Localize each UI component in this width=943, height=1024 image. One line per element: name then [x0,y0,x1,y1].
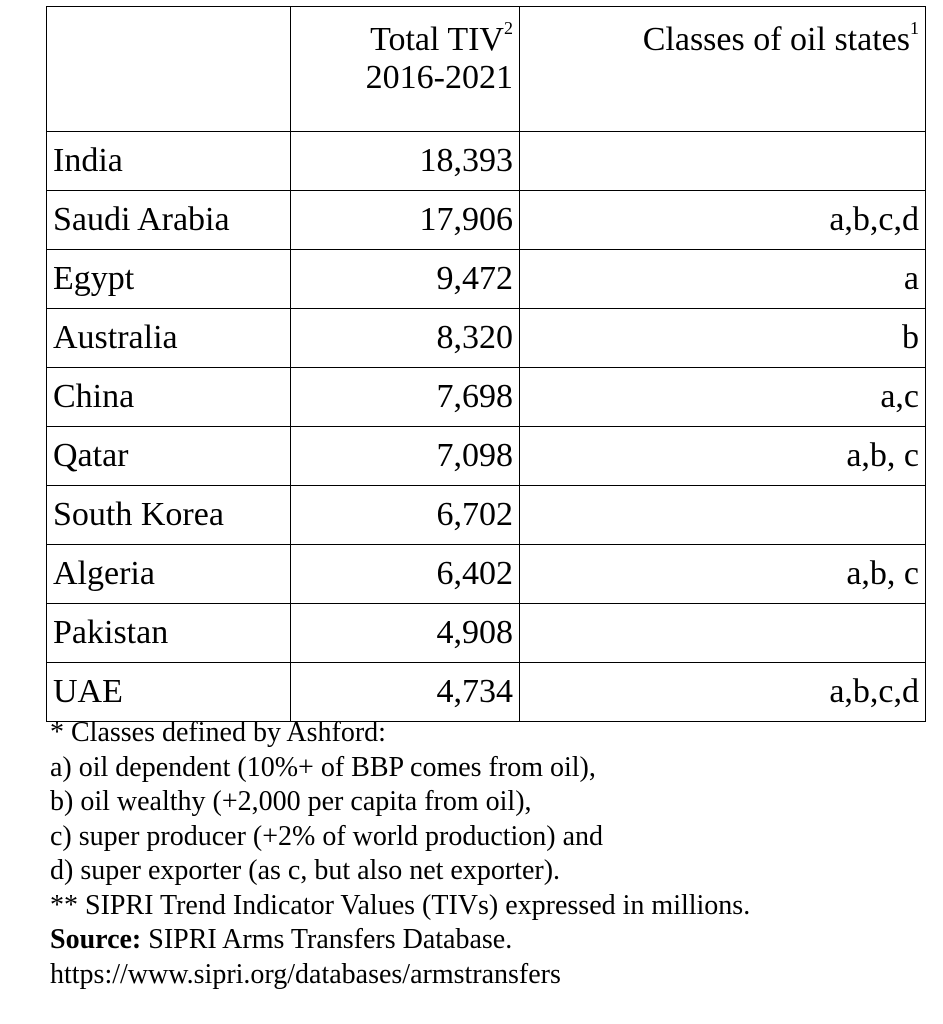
table-row [47,663,926,722]
classes-cell: a,c [520,368,926,427]
footnote-class-c: c) super producer (+2% of world production) and [50,820,604,852]
tiv-cell: 17,906 [291,191,520,250]
table-row [47,309,926,368]
header-oil-classes-label: Classes of oil states [642,21,910,58]
footnote-class-a: a) oil dependent (10%+ of BBP comes from oil), [50,751,596,783]
classes-cell: a [520,250,926,309]
table-row [47,250,926,309]
table-row [47,427,926,486]
country-cell: Algeria [47,545,291,604]
country-cell: Qatar [47,427,291,486]
country-cell: India [47,132,291,191]
tiv-cell: 7,098 [291,427,520,486]
header-total-tiv-footnote: 2 [504,18,513,38]
source-url: https://www.sipri.org/databases/armstransfers [50,958,561,990]
classes-cell: a,b, c [520,545,926,604]
table-row [47,191,926,250]
header-total-tiv [291,7,520,132]
table-row [47,486,926,545]
footnote-tiv: ** SIPRI Trend Indicator Values (TIVs) expressed in millions. [50,889,751,921]
header-total-tiv-period: 2016-2021 [365,59,513,96]
footnote-class-d: d) super exporter (as c, but also net exporter). [50,855,561,886]
classes-cell: a,b, c [520,427,926,486]
classes-cell [520,486,926,545]
table-row [47,604,926,663]
tiv-cell: 8,320 [291,309,520,368]
country-cell: South Korea [47,486,291,545]
table-header-row [47,7,926,132]
classes-cell [520,604,926,663]
country-cell: Egypt [47,250,291,309]
classes-cell [520,132,926,191]
tiv-cell: 6,402 [291,545,520,604]
header-oil-classes-footnote: 1 [910,18,919,38]
source-text: SIPRI Arms Transfers Database. [141,924,513,955]
table-row [47,368,926,427]
source-line [50,923,750,958]
tiv-cell: 4,908 [291,604,520,663]
country-cell: Australia [47,309,291,368]
tiv-cell: 4,734 [291,663,520,722]
country-cell: Pakistan [47,604,291,663]
country-cell: China [47,368,291,427]
header-total-tiv-label: Total TIV [370,21,504,58]
header-country [47,7,291,132]
source-label: Source: [50,924,142,955]
tiv-cell: 6,702 [291,486,520,545]
country-cell: Saudi Arabia [47,191,291,250]
classes-cell: a,b,c,d [520,663,926,722]
header-oil-classes [520,7,926,132]
country-cell: UAE [47,663,291,722]
tiv-cell: 18,393 [291,132,520,191]
classes-cell: a,b,c,d [520,191,926,250]
table-row [47,132,926,191]
footnote-class-b: b) oil wealthy (+2,000 per capita from oil), [50,786,532,817]
tiv-cell: 9,472 [291,250,520,309]
footnote-classes-heading: * Classes defined by Ashford: [50,717,386,748]
footnotes [50,716,750,992]
arms-transfers-table [46,6,926,722]
tiv-cell: 7,698 [291,368,520,427]
classes-cell: b [520,309,926,368]
table-row [47,545,926,604]
